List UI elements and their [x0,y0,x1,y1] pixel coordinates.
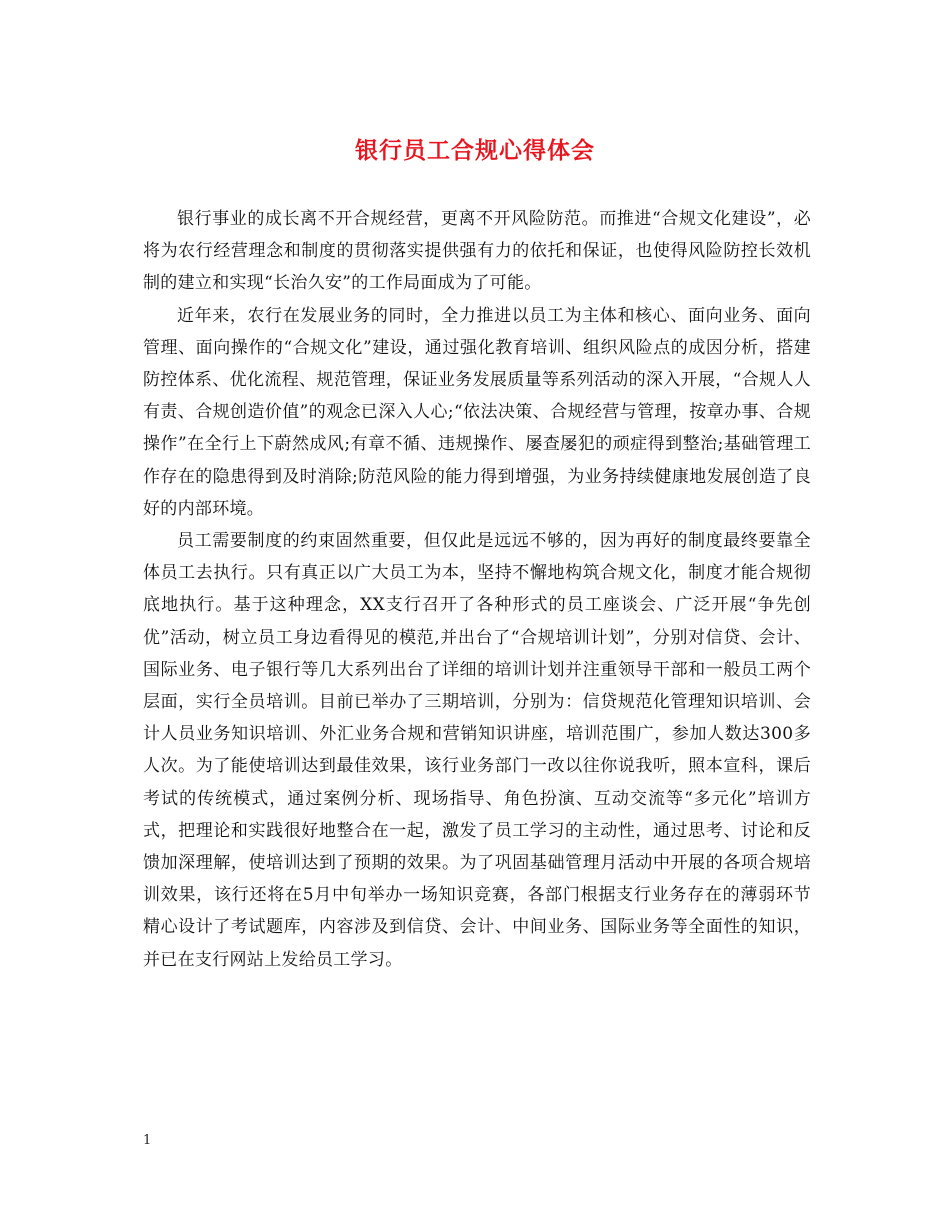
paragraph-3: 员工需要制度的约束固然重要，但仅此是远远不够的，因为再好的制度最终要靠全体员工去执行。只有真正以广大员工为本，坚持不懈地构筑合规文化，制度才能合规彻底地执行。基于这种理念，XX支行召开了各种形式的员工座谈会、广泛开展“争先创优”活动，树立员工身边看得见的模范,并出台了“合规培训计划”，分别对信贷、会计、国际业务、电子银行等几大系列出台了详细的培训计划并注重领导干部和一般员工两个层面，实行全员培训。目前已举办了三期培训，分别为：信贷规范化管理知识培训、会计人员业务知识培训、外汇业务合规和营销知识讲座，培训范围广，参加人数达300多人次。为了能使培训达到最佳效果，该行业务部门一改以往你说我听，照本宣科，课后考试的传统模式，通过案例分析、现场指导、角色扮演、互动交流等“多元化”培训方式，把理论和实践很好地整合在一起，激发了员工学习的主动性，通过思考、讨论和反馈加深理解，使培训达到了预期的效果。为了巩固基础管理月活动中开展的各项合规培训效果，该行还将在5月中旬举办一场知识竞赛，各部门根据支行业务存在的薄弱环节精心设计了考试题库，内容涉及到信贷、会计、中间业务、国际业务等全面性的知识，并已在支行网站上发给员工学习。 [143,531,811,970]
paragraph-1: 银行事业的成长离不开合规经营，更离不开风险防范。而推进“合规文化建设”，必将为农行经营理念和制度的贯彻落实提供强有力的依托和保证，也使得风险防控长效机制的建立和实现“长治久安”的工作局面成为了可能。 [143,209,811,294]
page-number: 1 [143,1133,152,1148]
document-title: 银行员工合规心得体会 [355,137,595,164]
document-body [143,203,811,976]
paragraph-2: 近年来，农行在发展业务的同时，全力推进以员工为主体和核心、面向业务、面向管理、面向操作的“合规文化”建设，通过强化教育培训、组织风险点的成因分析，搭建防控体系、优化流程、规范管理，保证业务发展质量等系列活动的深入开展，“合规人人有责、合规创造价值”的观念已深入人心;“依法决策、合规经营与管理，按章办事、合规操作”在全行上下蔚然成风;有章不循、违规操作、屡查屡犯的顽症得到整治;基础管理工作存在的隐患得到及时消除;防范风险的能力得到增强，为业务持续健康地发展创造了良好的内部环境。 [143,305,811,519]
